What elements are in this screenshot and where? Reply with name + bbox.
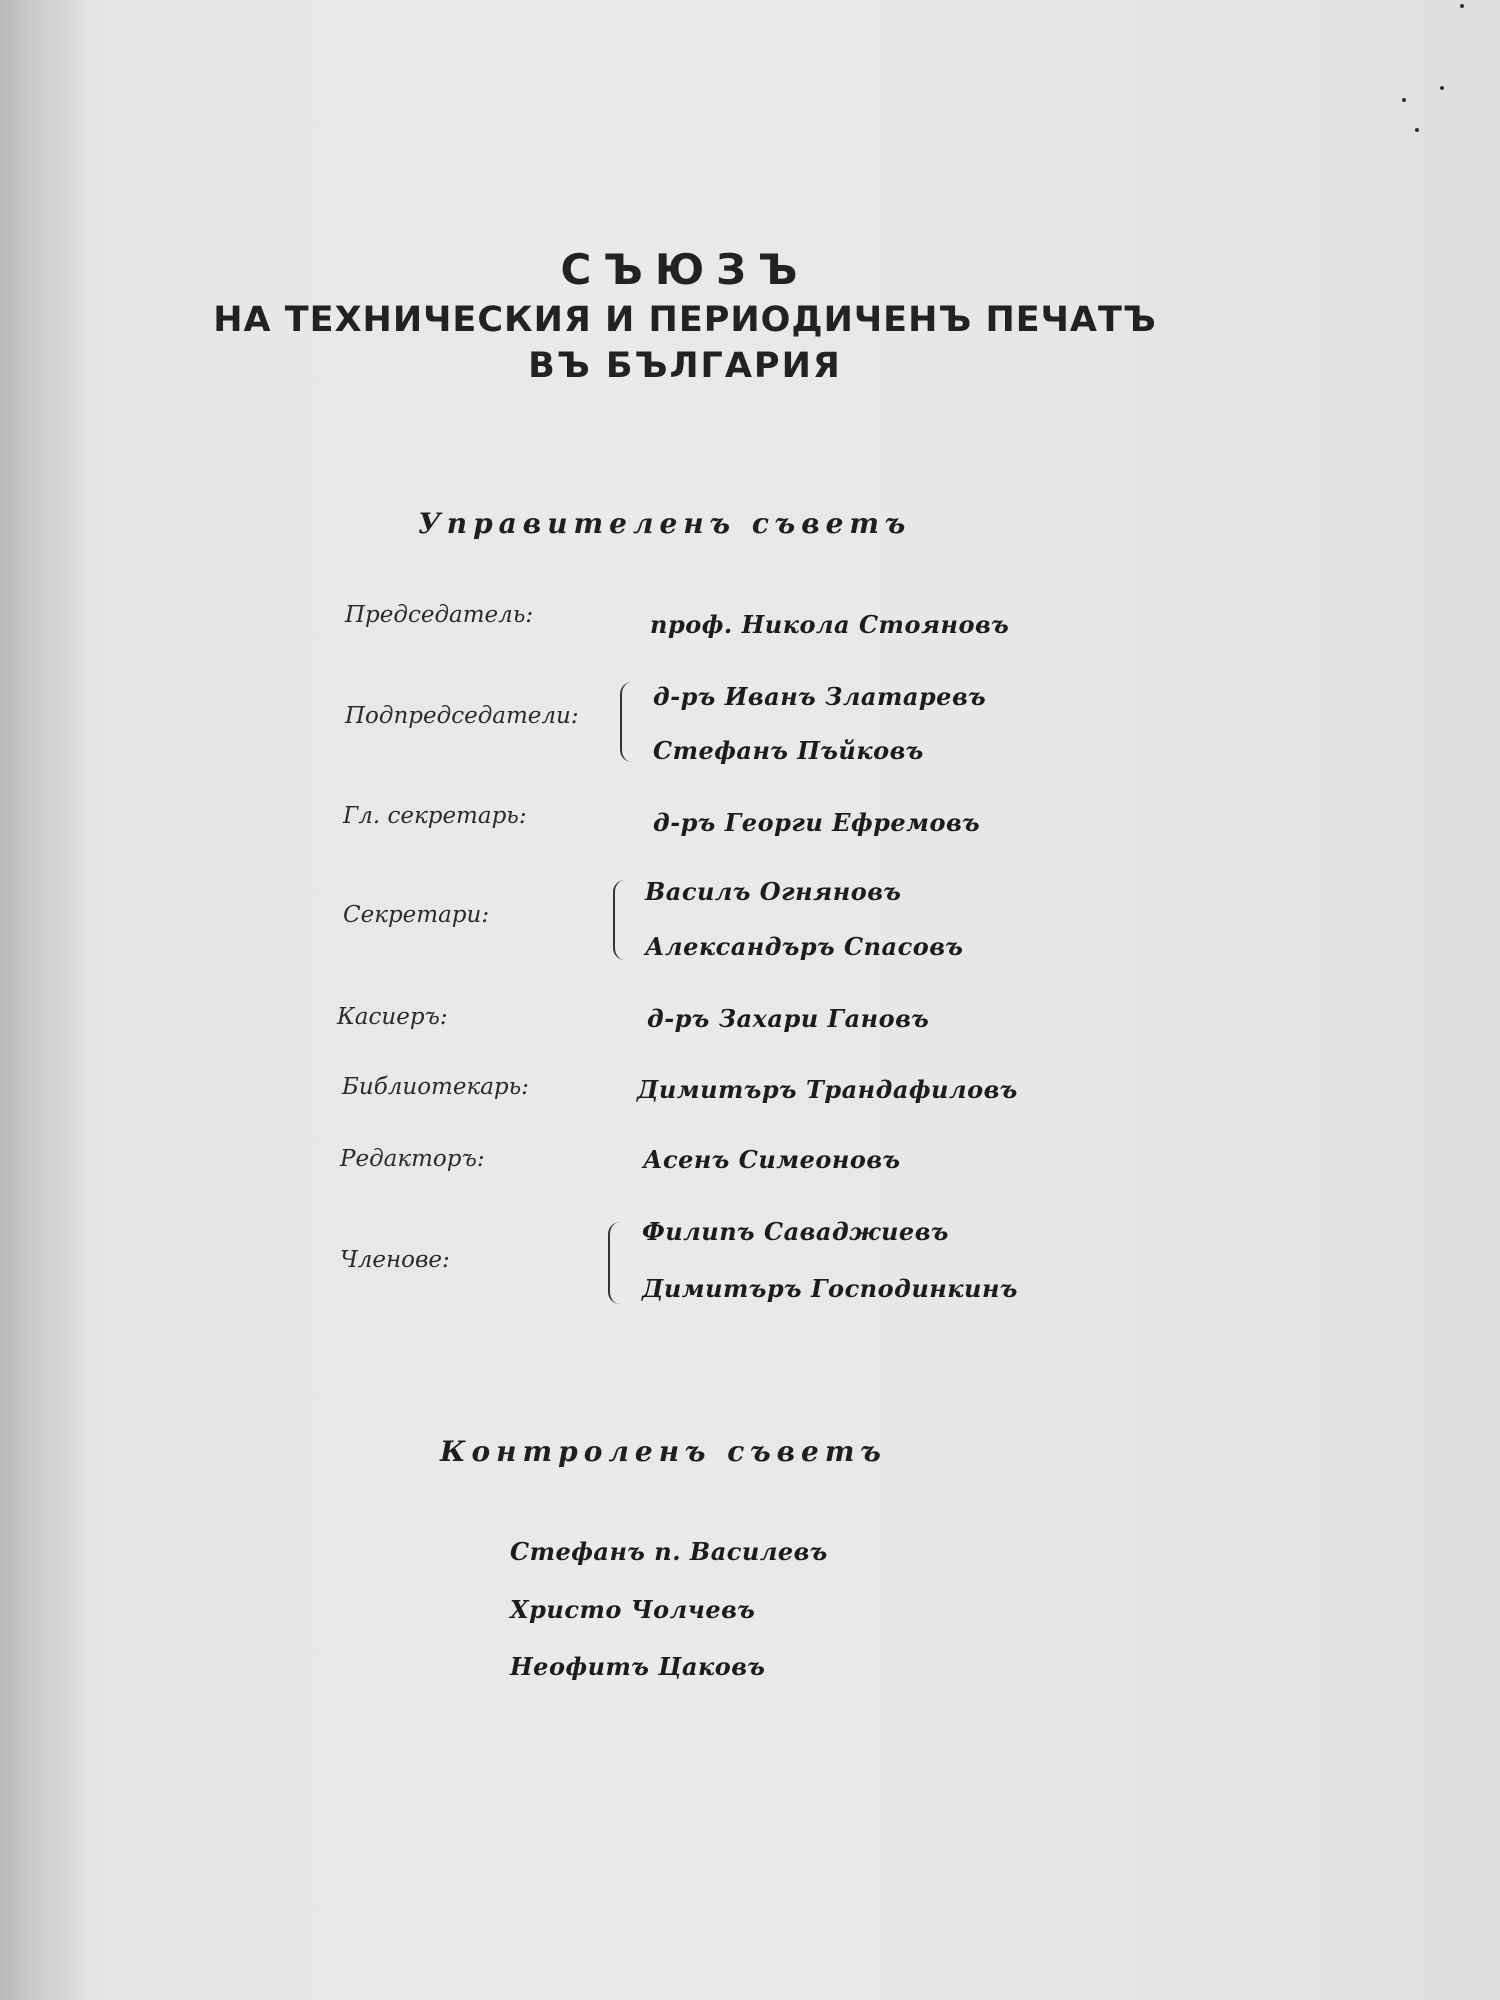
ink-speck [1460,4,1464,8]
name-chief-secretary: д-ръ Георги Ефремовъ [653,808,981,837]
brace-vice-chairmen [620,682,636,762]
control-member-3: Неофитъ Цаковъ [510,1652,766,1681]
role-editor: Редакторъ: [340,1146,485,1172]
name-member-2: Димитъръ Господинкинъ [642,1274,1018,1303]
ink-speck [1440,86,1444,90]
union-country: ВЪ БЪЛГАРИЯ [528,346,842,386]
role-vice-chairmen: Подпредседатели: [345,703,579,729]
name-vice-chairman-1: д-ръ Иванъ Златаревъ [653,682,987,711]
role-chief-secretary: Гл. секретарь: [343,803,527,829]
name-secretary-1: Василъ Огняновъ [645,877,902,906]
name-secretary-2: Александъръ Спасовъ [645,932,964,961]
name-vice-chairman-2: Стефанъ Пъйковъ [653,736,924,765]
board-heading: Управителенъ съветъ [418,507,912,540]
ink-speck [1402,98,1406,102]
name-librarian: Димитъръ Трандафиловъ [637,1075,1018,1104]
ink-speck [1415,128,1419,132]
name-chairman: проф. Никола Стояновъ [650,610,1010,639]
control-heading: Контроленъ съветъ [440,1435,887,1468]
name-member-1: Филипъ Саваджиевъ [642,1217,949,1246]
role-librarian: Библиотекарь: [342,1074,529,1100]
control-member-1: Стефанъ п. Василевъ [510,1537,828,1566]
brace-members [608,1222,624,1304]
control-member-2: Христо Чолчевъ [510,1595,756,1624]
union-subtitle: НА ТЕХНИЧЕСКИЯ И ПЕРИОДИЧЕНЪ ПЕЧАТЪ [213,300,1157,340]
role-secretaries: Секретари: [343,902,490,928]
brace-secretaries [613,880,629,960]
role-chairman: Председатель: [345,602,534,628]
role-members: Членове: [340,1247,450,1273]
union-title: СЪЮЗЪ [560,245,810,294]
name-editor: Асенъ Симеоновъ [643,1145,901,1174]
role-treasurer: Касиеръ: [337,1004,448,1030]
name-treasurer: д-ръ Захари Гановъ [647,1004,930,1033]
